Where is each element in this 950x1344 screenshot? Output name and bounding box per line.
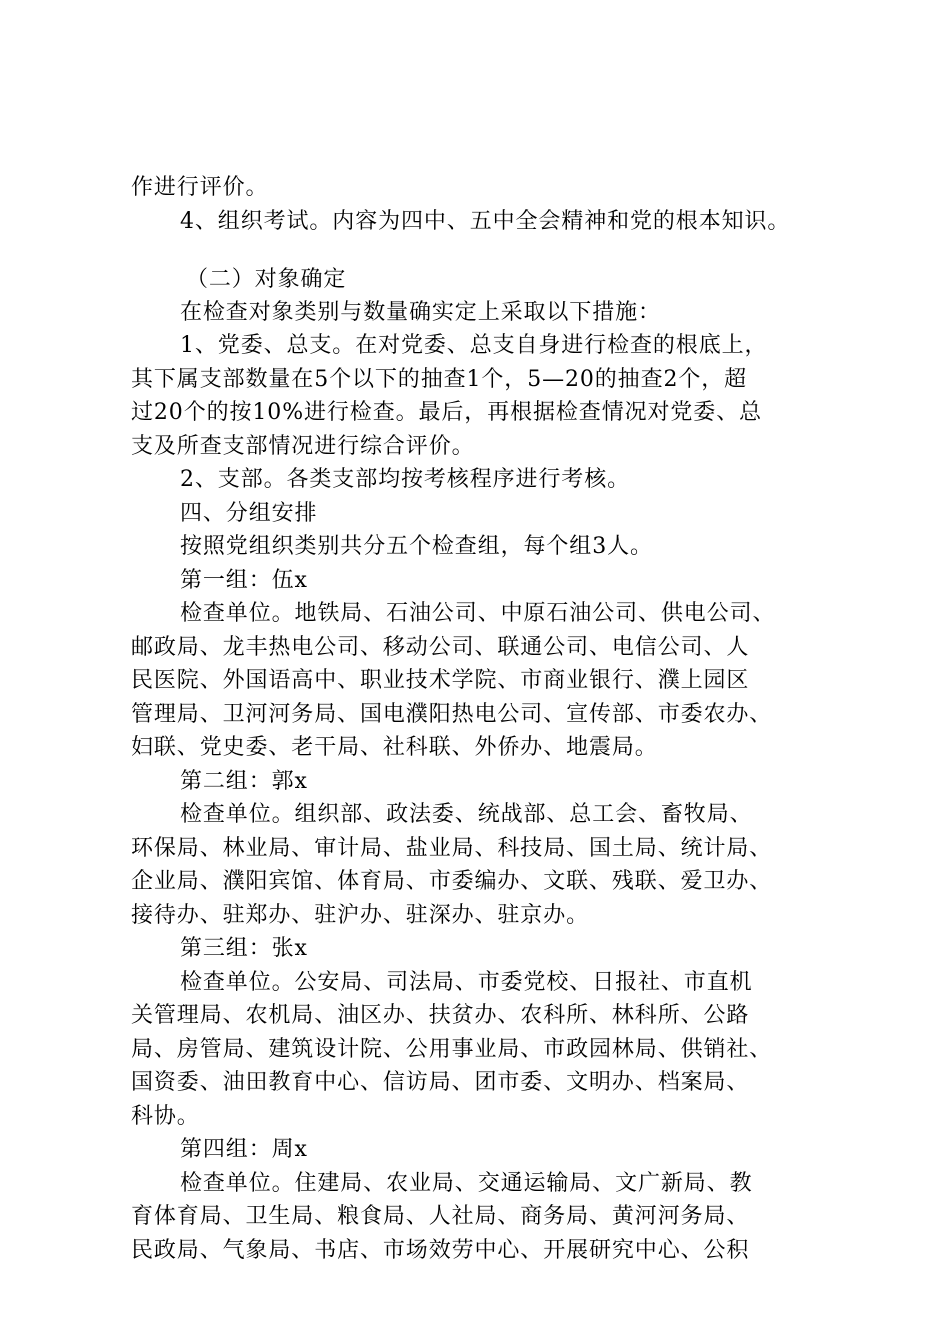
paragraph-line: 邮政局、龙丰热电公司、移动公司、联通公司、电信公司、人 — [131, 635, 750, 660]
paragraph-line: 在检查对象类别与数量确实定上采取以下措施： — [180, 300, 661, 325]
paragraph-line: 检查单位。地铁局、石油公司、中原石油公司、供电公司、 — [180, 601, 776, 626]
paragraph-line: 关管理局、农机局、油区办、扶贫办、农科所、林科所、公路 — [131, 1003, 750, 1028]
paragraph-line: 管理局、卫河河务局、国电濮阳热电公司、宣传部、市委农办、 — [131, 702, 773, 727]
paragraph-line: 民医院、外国语高中、职业技术学院、市商业银行、濮上园区 — [131, 668, 750, 693]
paragraph-line: 4、组织考试。内容为四中、五中全会精神和党的根本知识。 — [180, 209, 791, 234]
paragraph-line: 民政局、气象局、书店、市场效劳中心、开展研究中心、公积 — [131, 1238, 750, 1263]
paragraph-line: 检查单位。公安局、司法局、市委党校、日报社、市直机 — [180, 970, 753, 995]
paragraph-line: 支及所查支部情况进行综合评价。 — [131, 434, 475, 459]
paragraph-line: 其下属支部数量在5个以下的抽查1个，5—20的抽查2个，超 — [131, 367, 748, 392]
group-heading: 第二组：郭x — [180, 769, 308, 794]
group-heading: 第一组：伍x — [180, 568, 308, 593]
paragraph-line: 局、房管局、建筑设计院、公用事业局、市政园林局、供销社、 — [131, 1037, 773, 1062]
group-heading: 第三组：张x — [180, 936, 308, 961]
section-heading: 四、分组安排 — [180, 501, 318, 526]
paragraph-line: 检查单位。住建局、农业局、交通运输局、文广新局、教 — [180, 1171, 753, 1196]
paragraph-line: 企业局、濮阳宾馆、体育局、市委编办、文联、残联、爱卫办、 — [131, 869, 773, 894]
paragraph-line: 1、党委、总支。在对党委、总支自身进行检查的根底上， — [180, 333, 768, 358]
paragraph-line: 按照党组织类别共分五个检查组，每个组3人。 — [180, 534, 653, 559]
paragraph-line: 科协。 — [131, 1104, 200, 1129]
paragraph-line: 国资委、油田教育中心、信访局、团市委、文明办、档案局、 — [131, 1070, 750, 1095]
paragraph-line: 妇联、党史委、老干局、社科联、外侨办、地震局。 — [131, 735, 658, 760]
paragraph-line: 作进行评价。 — [131, 175, 269, 200]
paragraph-line: 育体育局、卫生局、粮食局、人社局、商务局、黄河河务局、 — [131, 1204, 750, 1229]
group-heading: 第四组：周x — [180, 1137, 308, 1162]
section-heading: （二）对象确定 — [186, 267, 347, 292]
paragraph-line: 环保局、林业局、审计局、盐业局、科技局、国土局、统计局、 — [131, 836, 773, 861]
paragraph-line: 检查单位。组织部、政法委、统战部、总工会、畜牧局、 — [180, 802, 753, 827]
paragraph-line: 过20个的按10%进行检查。最后，再根据检查情况对党委、总 — [131, 400, 762, 425]
paragraph-line: 2、支部。各类支部均按考核程序进行考核。 — [180, 467, 630, 492]
paragraph-line: 接待办、驻郑办、驻沪办、驻深办、驻京办。 — [131, 903, 590, 928]
